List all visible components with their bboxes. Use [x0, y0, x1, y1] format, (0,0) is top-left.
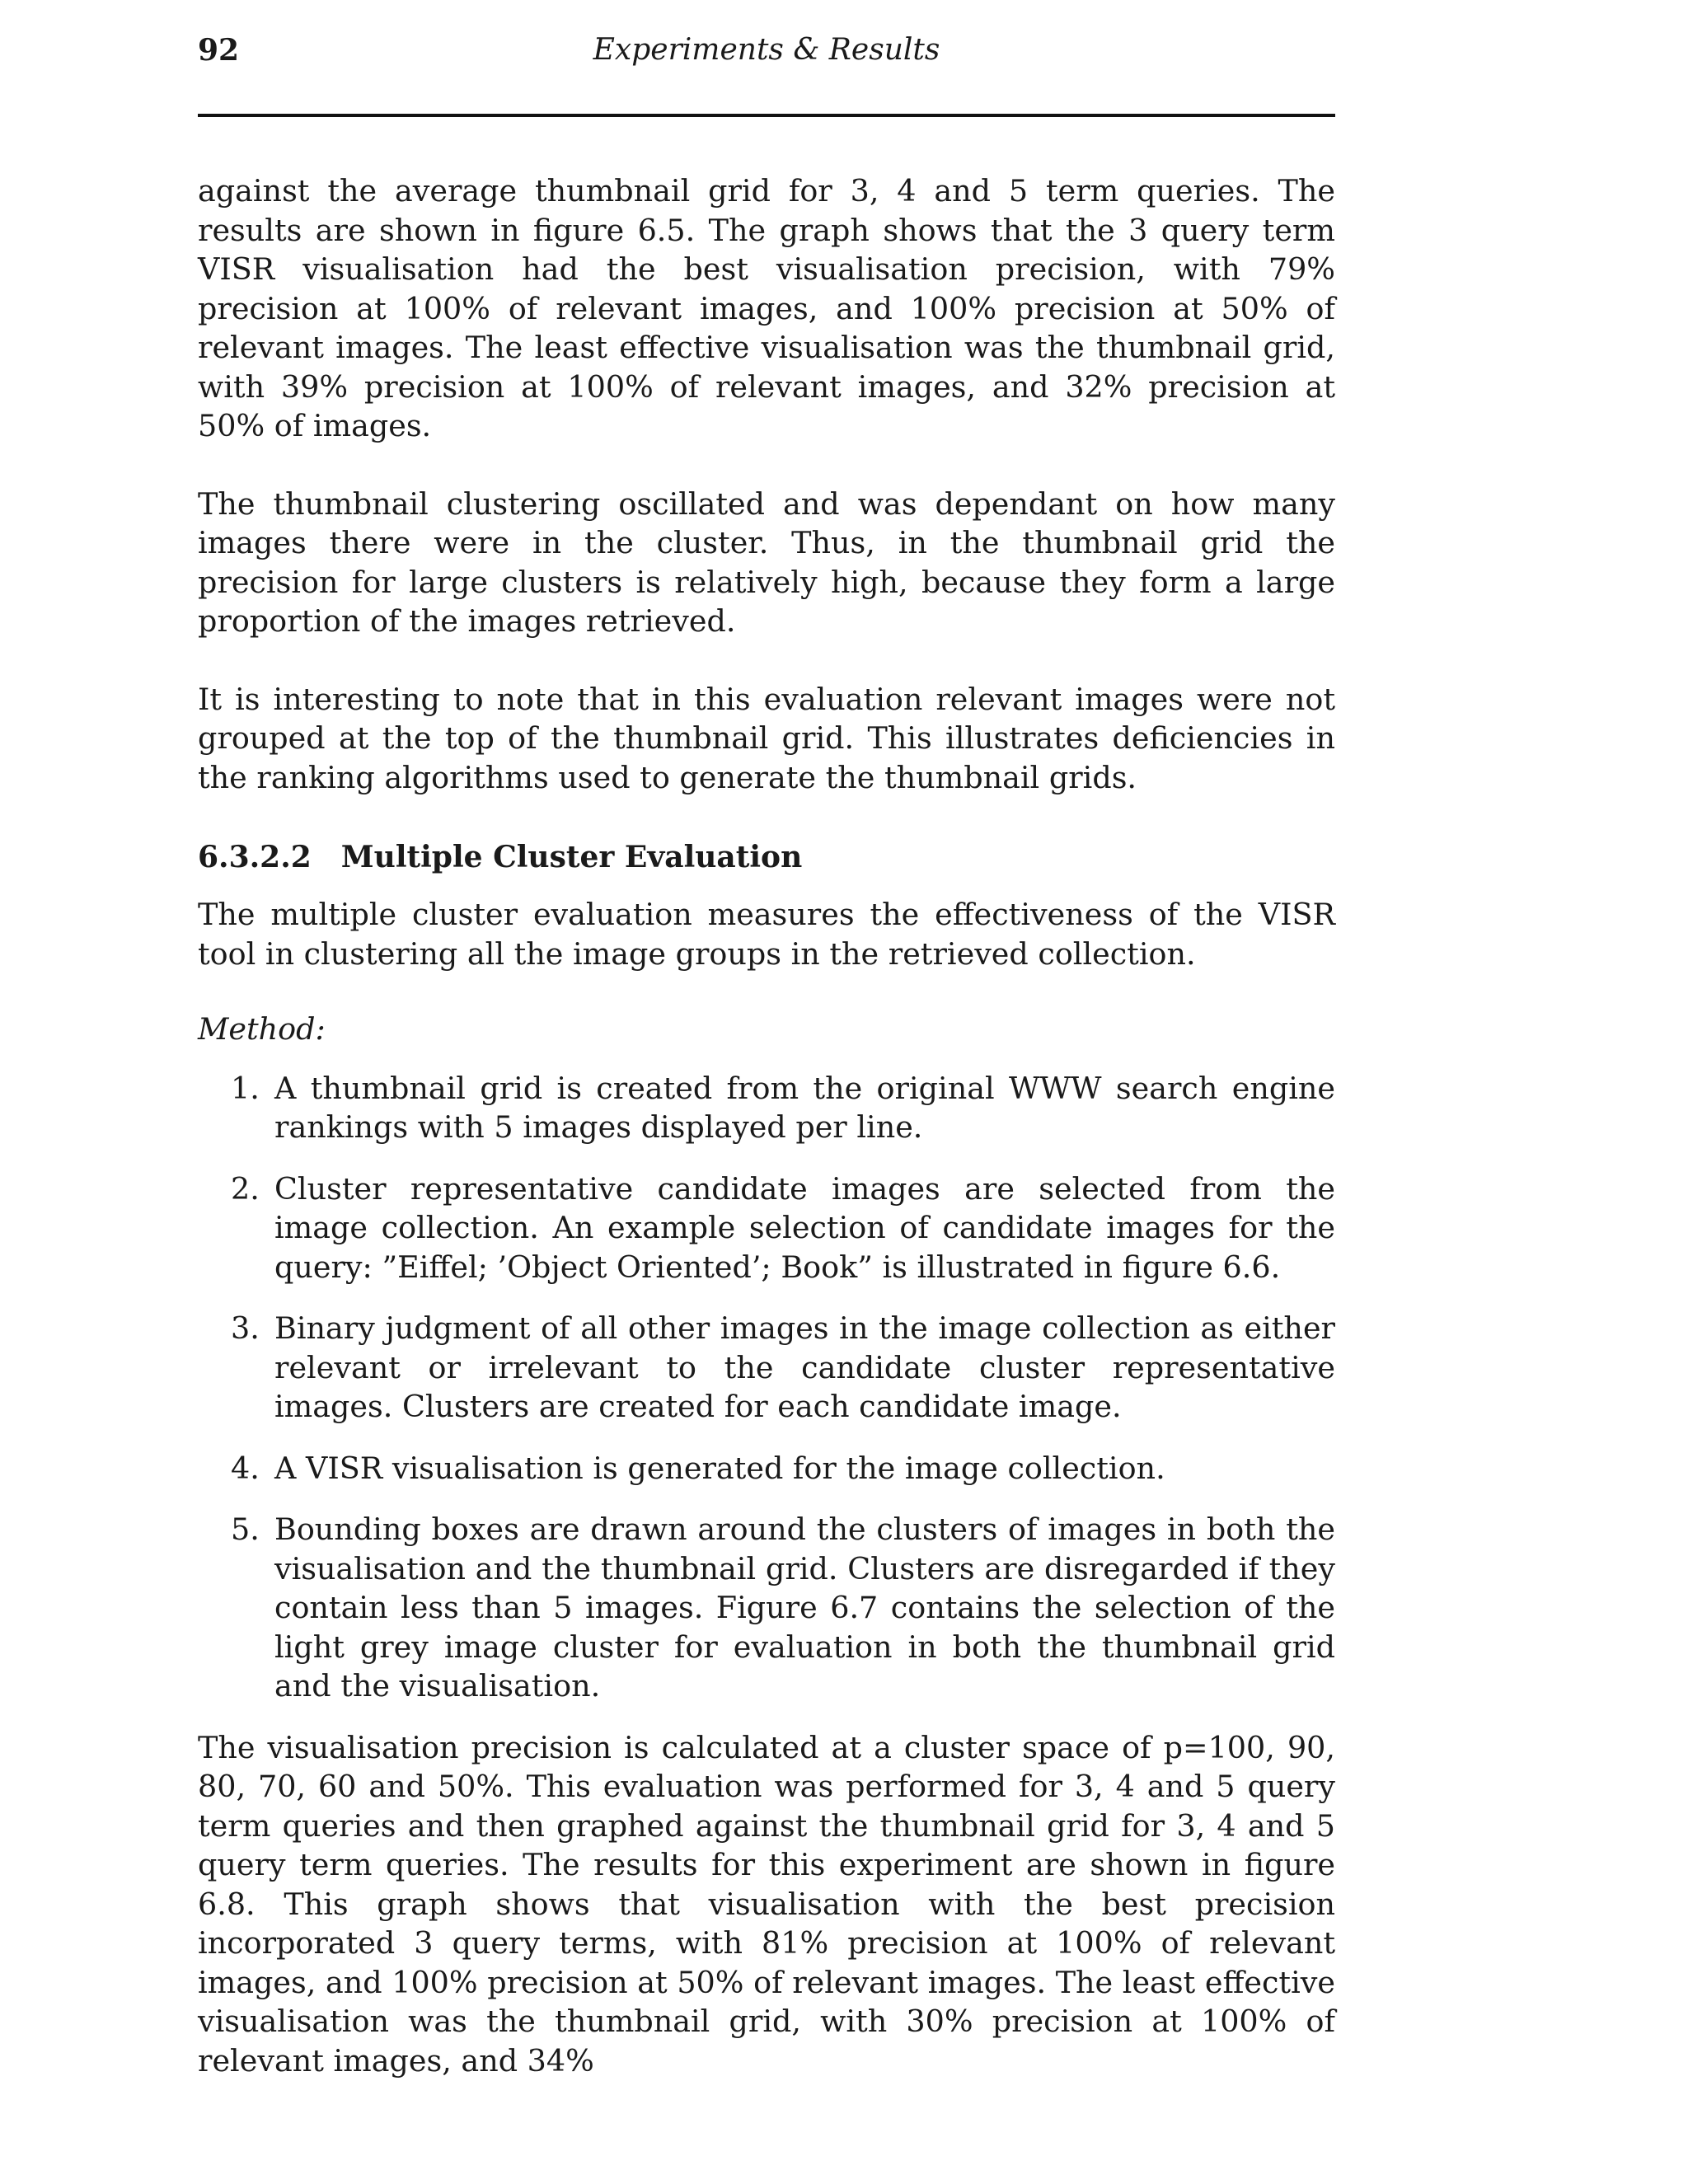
list-item-text: Binary judgment of all other images in the image collection as either relevant or irrelevant to the candidate cluster representative images. Clusters are created for each candidate image.	[274, 1310, 1335, 1424]
method-steps-list	[198, 1069, 1335, 1706]
chapter-title: Experiments & Results	[593, 33, 940, 67]
page-number: 92	[198, 33, 240, 68]
section-intro: The multiple cluster evaluation measures the effectiveness of the VISR tool in clustering all the image groups in the retrieved collection.	[198, 897, 1335, 972]
section-number: 6.3.2.2	[198, 840, 312, 874]
list-item-number: 2.	[231, 1170, 260, 1207]
list-item-number: 5.	[231, 1511, 260, 1547]
list-item	[198, 1510, 1335, 1706]
paragraph-results: against the average thumbnail grid for 3, 4 and 5 term queries. The results are shown in figure 6.5. The graph shows that the 3 query term VISR visualisation had the best visualisation precision, with 79% precision at 100% of relevant images, and 100% precision at 50% of relevant images. The least effective visualisation was the thumbnail grid, with 39% precision at 100% of relevant images, and 32% precision at 50% of images.	[198, 173, 1335, 443]
running-head	[198, 33, 1335, 74]
list-item-text: A VISR visualisation is generated for the image collection.	[274, 1450, 1165, 1486]
list-item	[198, 1309, 1335, 1427]
paragraph-thumbnail-clustering: The thumbnail clustering oscillated and was dependant on how many images there were in the cluster. Thus, in the thumbnail grid the precision for large clusters is relatively high, because they form a large proportion of the images retrieved.	[198, 485, 1335, 639]
list-item-number: 4.	[231, 1450, 260, 1486]
method-label: Method:	[198, 1011, 326, 1047]
paragraph-closing: The visualisation precision is calculated at a cluster space of p=100, 90, 80, 70, 60 and 50%. This evaluation was performed for 3, 4 and 5 query term queries and then graphed against the thumbnail grid for 3, 4 and 5 query term queries. The results for this experiment are shown in figure 6.8. This graph shows that visualisation with the best precision incorporated 3 query terms, with 81% precision at 100% of relevant images, and 100% precision at 50% of relevant images. The least effective visualisation was the thumbnail grid, with 30% precision at 100% of relevant images, and 34%	[198, 1729, 1335, 2079]
list-item-number: 3.	[231, 1310, 260, 1346]
paragraph-ranking-note: It is interesting to note that in this evaluation relevant images were not grouped at the top of the thumbnail grid. This illustrates deficiencies in the ranking algorithms used to generate the thumbnail grids.	[198, 681, 1335, 795]
body-text	[198, 171, 1335, 2119]
list-item	[198, 1449, 1335, 1488]
list-item	[198, 1069, 1335, 1147]
section-title: Multiple Cluster Evaluation	[340, 840, 803, 874]
list-item-text: Bounding boxes are drawn around the clusters of images in both the visualisation and the thumbnail grid. Clusters are disregarded if they contain less than 5 images. Figure 6.7 contains the selection of the light grey image cluster for evaluation in both the thumbnail grid and the visualisation.	[274, 1511, 1335, 1704]
list-item	[198, 1169, 1335, 1287]
list-item-number: 1.	[231, 1070, 260, 1106]
section-heading	[198, 838, 1335, 877]
header-rule	[198, 114, 1335, 117]
list-item-text: A thumbnail grid is created from the original WWW search engine rankings with 5 images displayed per line.	[274, 1070, 1335, 1145]
list-item-text: Cluster representative candidate images are selected from the image collection. An example selection of candidate images for the query: ”Eiffel; ’Object Oriented’; Book” is illustrated in figure 6.6.	[274, 1170, 1335, 1285]
